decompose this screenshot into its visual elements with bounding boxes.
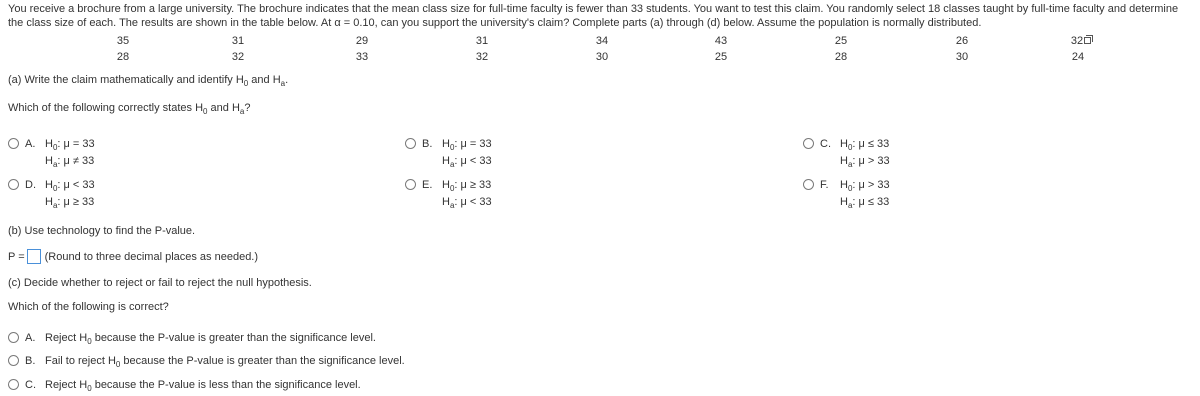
table-cell: 31: [475, 35, 489, 47]
radio-button[interactable]: [8, 332, 19, 343]
radio-button[interactable]: [8, 179, 19, 190]
part-c-prompt: (c) Decide whether to reject or fail to reject the null hypothesis.: [8, 277, 312, 289]
radio-button[interactable]: [8, 379, 19, 390]
p-value-input[interactable]: [27, 249, 41, 264]
table-cell: 31: [231, 35, 245, 47]
option-a[interactable]: A. $H_0$: μ = 33 $H_a$: μ ≠ 33: [8, 136, 95, 170]
part-a-prompt: (a) Write the claim mathematically and identify $H_0$ and $H_a$.: [8, 74, 289, 88]
table-cell: 33: [355, 51, 369, 63]
table-cell: 29: [355, 35, 369, 47]
table-cell: 32: [231, 51, 245, 63]
table-cell: 28: [116, 51, 130, 63]
decision-option-b[interactable]: B. Fail to reject $H_0$ because the P-value is greater than the significance level.: [8, 355, 405, 367]
part-c-question: Which of the following is correct?: [8, 301, 169, 313]
part-a-question: Which of the following correctly states $H_0$ and $H_a$?: [8, 102, 251, 116]
decision-option-c[interactable]: C. Reject $H_0$ because the P-value is less than the significance level.: [8, 379, 361, 391]
table-cell: 34: [595, 35, 609, 47]
p-value-row: [8, 249, 258, 264]
table-cell: 43: [714, 35, 728, 47]
table-cell: 35: [116, 35, 130, 47]
table-cell: 30: [595, 51, 609, 63]
option-d[interactable]: D. $H_0$: μ < 33 $H_a$: μ ≥ 33: [8, 177, 95, 211]
table-cell: 25: [714, 51, 728, 63]
radio-button[interactable]: [405, 138, 416, 149]
copy-icon[interactable]: [1084, 37, 1091, 44]
decision-option-a[interactable]: A. Reject $H_0$ because the P-value is greater than the significance level.: [8, 332, 376, 344]
p-value-label: P =: [8, 251, 25, 263]
table-cell: 25: [834, 35, 848, 47]
table-cell: 28: [834, 51, 848, 63]
radio-button[interactable]: [8, 355, 19, 366]
option-b[interactable]: B. $H_0$: μ = 33 $H_a$: μ < 33: [405, 136, 492, 170]
radio-button[interactable]: [803, 179, 814, 190]
option-e[interactable]: E. $H_0$: μ ≥ 33 $H_a$: μ < 33: [405, 177, 492, 211]
table-cell: 26: [955, 35, 969, 47]
radio-button[interactable]: [803, 138, 814, 149]
option-f[interactable]: F. $H_0$: μ > 33 $H_a$: μ ≤ 33: [803, 177, 890, 211]
radio-button[interactable]: [8, 138, 19, 149]
part-b-prompt: (b) Use technology to find the P-value.: [8, 225, 196, 237]
rounding-hint: (Round to three decimal places as needed.): [44, 251, 259, 263]
table-cell-last: 32: [1051, 35, 1111, 47]
problem-statement: You receive a brochure from a large university. The brochure indicates that the mean class size for full-time faculty is fewer than 33 students. You want to test this claim. You randomly select 18 classes taught by full-time faculty and determine the class size of each. The results are shown in the table below. At α = 0.10, can you support the university's claim? Complete parts (a) through (d) below. Assume the population is normally distributed.: [8, 3, 1179, 29]
radio-button[interactable]: [405, 179, 416, 190]
table-cell: 32: [475, 51, 489, 63]
option-c[interactable]: C. $H_0$: μ ≤ 33 $H_a$: μ > 33: [803, 136, 890, 170]
table-cell: 30: [955, 51, 969, 63]
table-cell: 24: [1071, 51, 1085, 63]
